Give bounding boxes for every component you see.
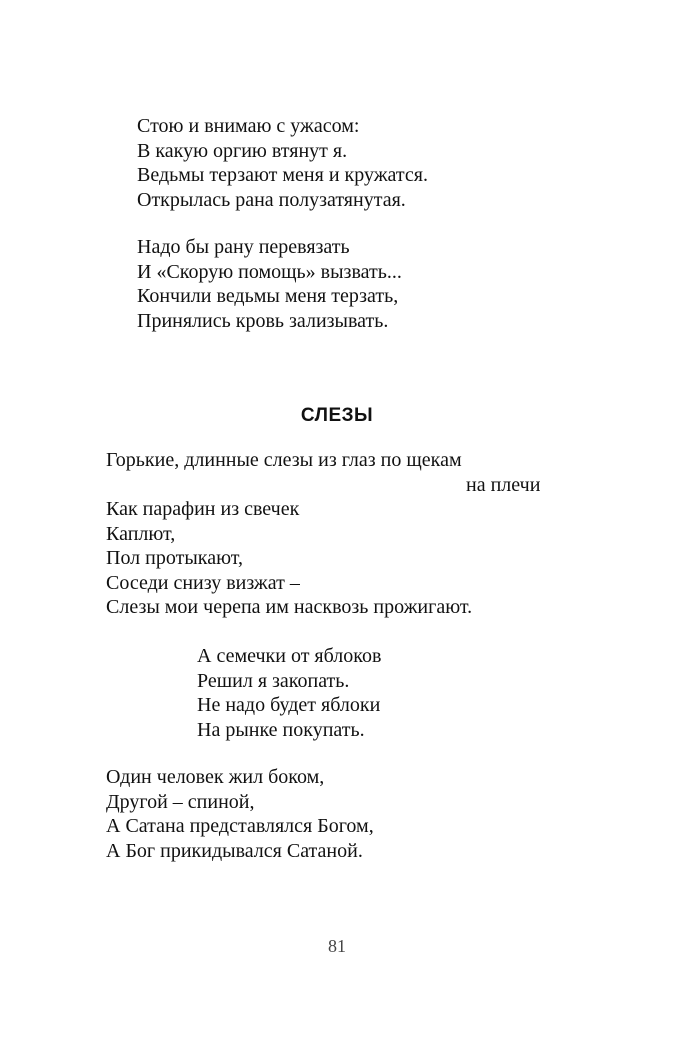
verse-line: Горькие, длинные слезы из глаз по щекам <box>106 449 462 471</box>
verse-line: Один человек жил боком, <box>106 766 325 788</box>
poem1-stanza-1 <box>137 114 428 212</box>
verse-line: Пол протыкают, <box>106 547 243 569</box>
page-number: 81 <box>328 936 346 956</box>
poem-title: СЛЕЗЫ <box>300 405 374 426</box>
poem2-stanza-2 <box>197 644 381 742</box>
verse-line: Открылась рана полузатянутая. <box>137 188 406 211</box>
verse-line: В какую оргию втянут я. <box>137 139 348 162</box>
verse-line: На рынке покупать. <box>197 718 365 741</box>
verse-line: Стою и внимаю с ужасом: <box>137 115 360 137</box>
verse-line: А Бог прикидывался Сатаной. <box>106 839 363 862</box>
verse-line: Решил я закопать. <box>197 669 350 692</box>
verse-line: Надо бы рану перевязать <box>137 236 350 258</box>
verse-line: Каплют, <box>106 522 176 545</box>
verse-line: Ведьмы терзают меня и кружатся. <box>137 164 428 186</box>
verse-line: Принялись кровь зализывать. <box>137 309 389 332</box>
poem2-stanza-1 <box>106 497 472 620</box>
poem1-stanza-2 <box>137 235 402 333</box>
verse-line: А Сатана представлялся Богом, <box>106 815 374 837</box>
poem2-stanza-3 <box>106 765 374 863</box>
verse-line: Как парафин из свечек <box>106 498 300 520</box>
verse-line: Не надо будет яблоки <box>197 694 381 716</box>
verse-line: И «Скорую помощь» вызвать... <box>137 260 402 283</box>
verse-line: Другой – спиной, <box>106 790 255 813</box>
verse-line: Соседи снизу визжат – <box>106 571 300 594</box>
verse-line: Кончили ведьмы меня терзать, <box>137 285 399 307</box>
verse-line: А семечки от яблоков <box>197 645 382 667</box>
verse-line: Слезы мои черепа им насквозь прожигают. <box>106 596 473 618</box>
poem2-opening-line <box>106 448 540 497</box>
verse-line-continuation: на плечи <box>466 473 541 496</box>
